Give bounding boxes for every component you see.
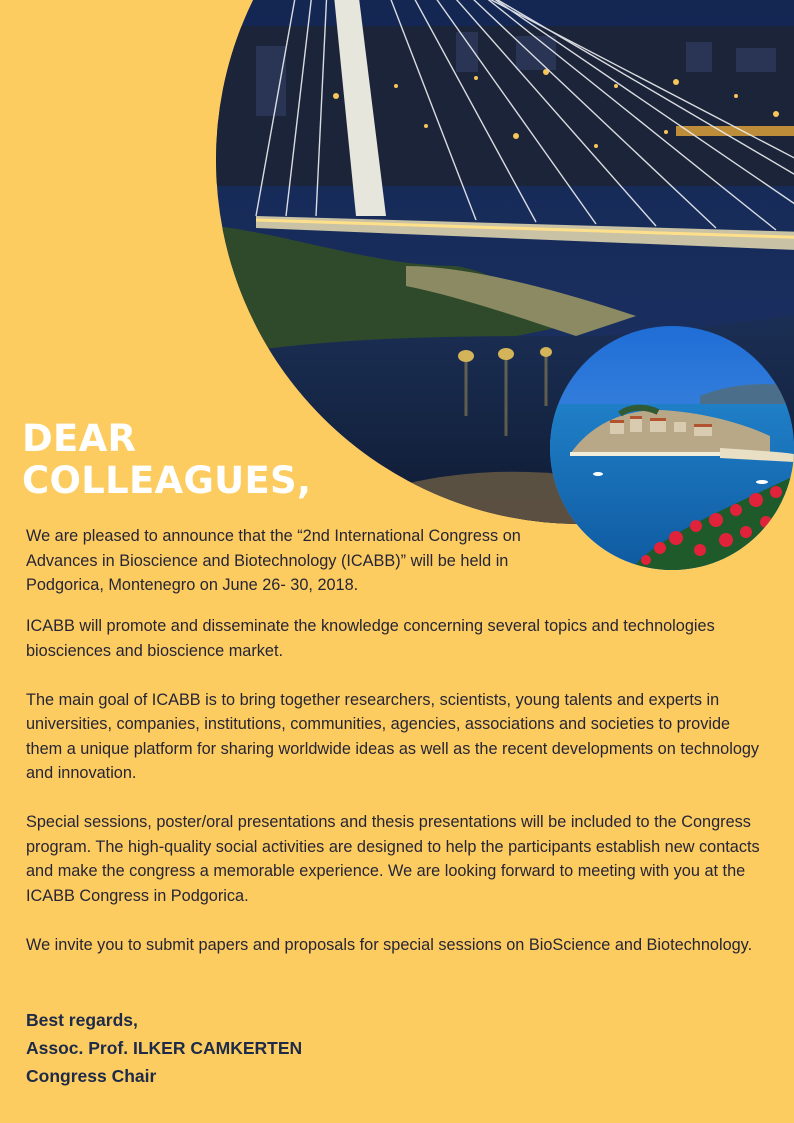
body-paragraph: We invite you to submit papers and proposals for special sessions on BioScience and Biotechnology.: [26, 935, 753, 954]
title-line-1: DEAR: [22, 417, 137, 460]
signer-name: Assoc. Prof. ILKER CAMKERTEN: [26, 1038, 303, 1058]
signature-block: [26, 1006, 302, 1090]
body-paragraph: ICABB will promote and disseminate the knowledge concerning several topics and technologies biosciences and bioscience market.: [26, 617, 715, 660]
letter-body: [26, 614, 764, 982]
signer-role: Congress Chair: [26, 1066, 157, 1086]
body-paragraph: The main goal of ICABB is to bring together researchers, scientists, young talents and experts in universities, companies, institutions, communities, agencies, associations and societies to provide them a unique platform for sharing worldwide ideas as well as the recent developments on technology and innovation.: [26, 690, 760, 782]
closing-greeting: Best regards,: [26, 1010, 138, 1030]
page-title: [22, 418, 311, 502]
island-photo: [550, 326, 794, 570]
intro-paragraph: We are pleased to announce that the “2nd International Congress on Advances in Bioscience and Biotechnology (ICABB)” will be held in Podgorica, Montenegro on June 26- 30, 2018.: [26, 527, 521, 594]
title-line-2: COLLEAGUES,: [22, 459, 312, 502]
body-paragraph: Special sessions, poster/oral presentations and thesis presentations will be included to the Congress program. The high-quality social activities are designed to help the participants establish new contacts and make the congress a memorable experience. We are looking forward to meeting with you at the ICABB Congress in Podgorica.: [26, 813, 760, 905]
